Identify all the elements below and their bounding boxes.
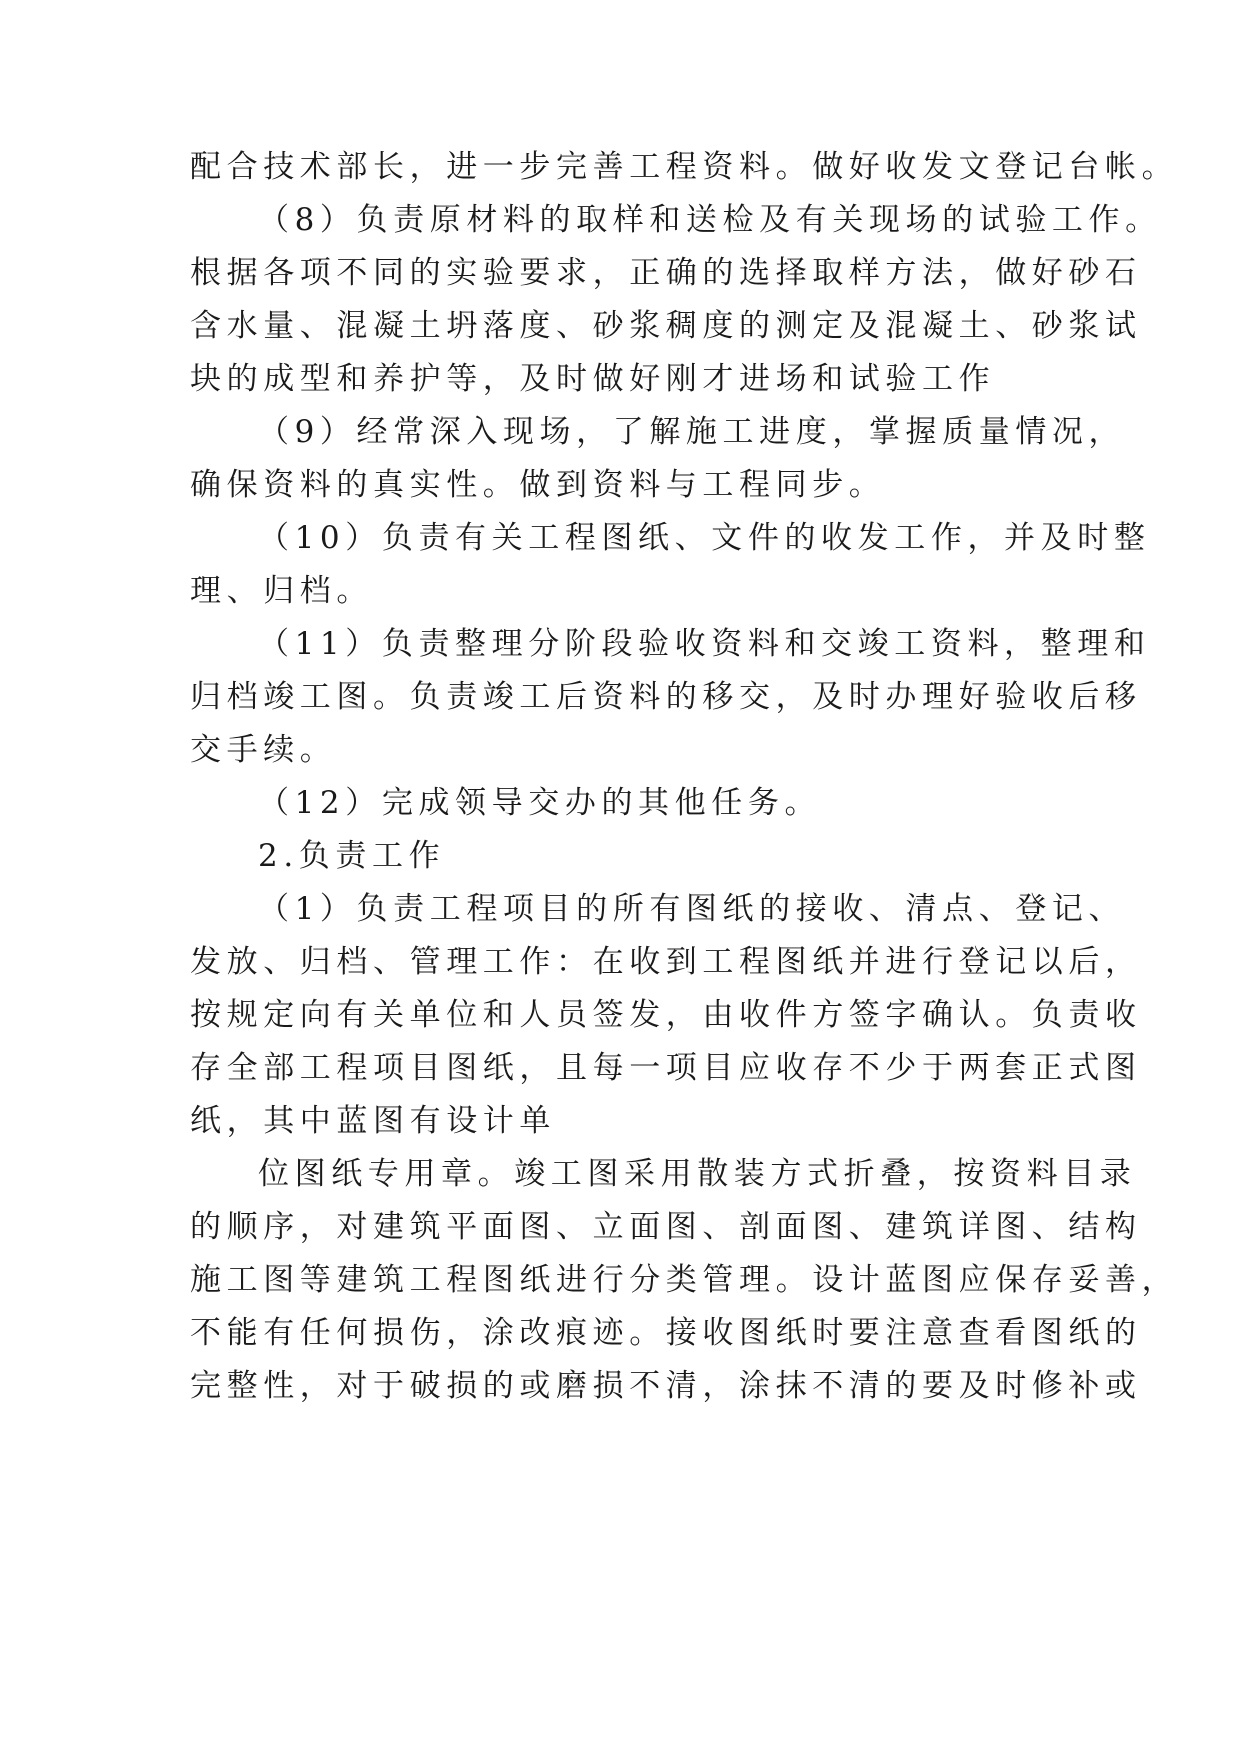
text-line-2: （8）负责原材料的取样和送检及有关现场的试验工作。 xyxy=(258,202,1162,238)
text-line-21: 的顺序，对建筑平面图、立面图、剖面图、建筑详图、结构 xyxy=(190,1209,1142,1245)
text-line-18: 存全部工程项目图纸，且每一项目应收存不少于两套正式图 xyxy=(190,1050,1142,1086)
text-line-10: （11）负责整理分阶段验收资料和交竣工资料，整理和 xyxy=(258,626,1151,662)
section-heading: 2.负责工作 xyxy=(258,838,446,874)
text-line-8: （10）负责有关工程图纸、文件的收发工作，并及时整 xyxy=(258,520,1151,556)
text-line-4: 含水量、混凝土坍落度、砂浆稠度的测定及混凝土、砂浆试 xyxy=(190,308,1142,344)
text-line-24: 完整性，对于破损的或磨损不清，涂抹不清的要及时修补或 xyxy=(190,1368,1142,1404)
text-line-3: 根据各项不同的实验要求，正确的选择取样方法，做好砂石 xyxy=(190,255,1142,291)
text-line-5: 块的成型和养护等，及时做好刚才进场和试验工作 xyxy=(190,361,996,397)
text-line-17: 按规定向有关单位和人员签发，由收件方签字确认。负责收 xyxy=(190,997,1142,1033)
text-line-20: 位图纸专用章。竣工图采用散装方式折叠，按资料目录 xyxy=(258,1156,1137,1192)
text-line-6: （9）经常深入现场，了解施工进度，掌握质量情况， xyxy=(258,414,1126,450)
text-line-15: （1）负责工程项目的所有图纸的接收、清点、登记、 xyxy=(258,891,1126,927)
text-line-9: 理、归档。 xyxy=(190,573,373,609)
text-line-23: 不能有任何损伤，涂改痕迹。接收图纸时要注意查看图纸的 xyxy=(190,1315,1142,1351)
text-line-12: 交手续。 xyxy=(190,732,337,768)
text-line-13: （12）完成领导交办的其他任务。 xyxy=(258,785,822,821)
text-line-16: 发放、归档、管理工作：在收到工程图纸并进行登记以后， xyxy=(190,944,1142,980)
text-line-22: 施工图等建筑工程图纸进行分类管理。设计蓝图应保存妥善， xyxy=(190,1262,1179,1298)
text-line-19: 纸，其中蓝图有设计单 xyxy=(190,1103,556,1139)
text-line-11: 归档竣工图。负责竣工后资料的移交，及时办理好验收后移 xyxy=(190,679,1142,715)
text-line-1: 配合技术部长，进一步完善工程资料。做好收发文登记台帐。 xyxy=(190,149,1179,185)
text-line-7: 确保资料的真实性。做到资料与工程同步。 xyxy=(190,467,886,503)
